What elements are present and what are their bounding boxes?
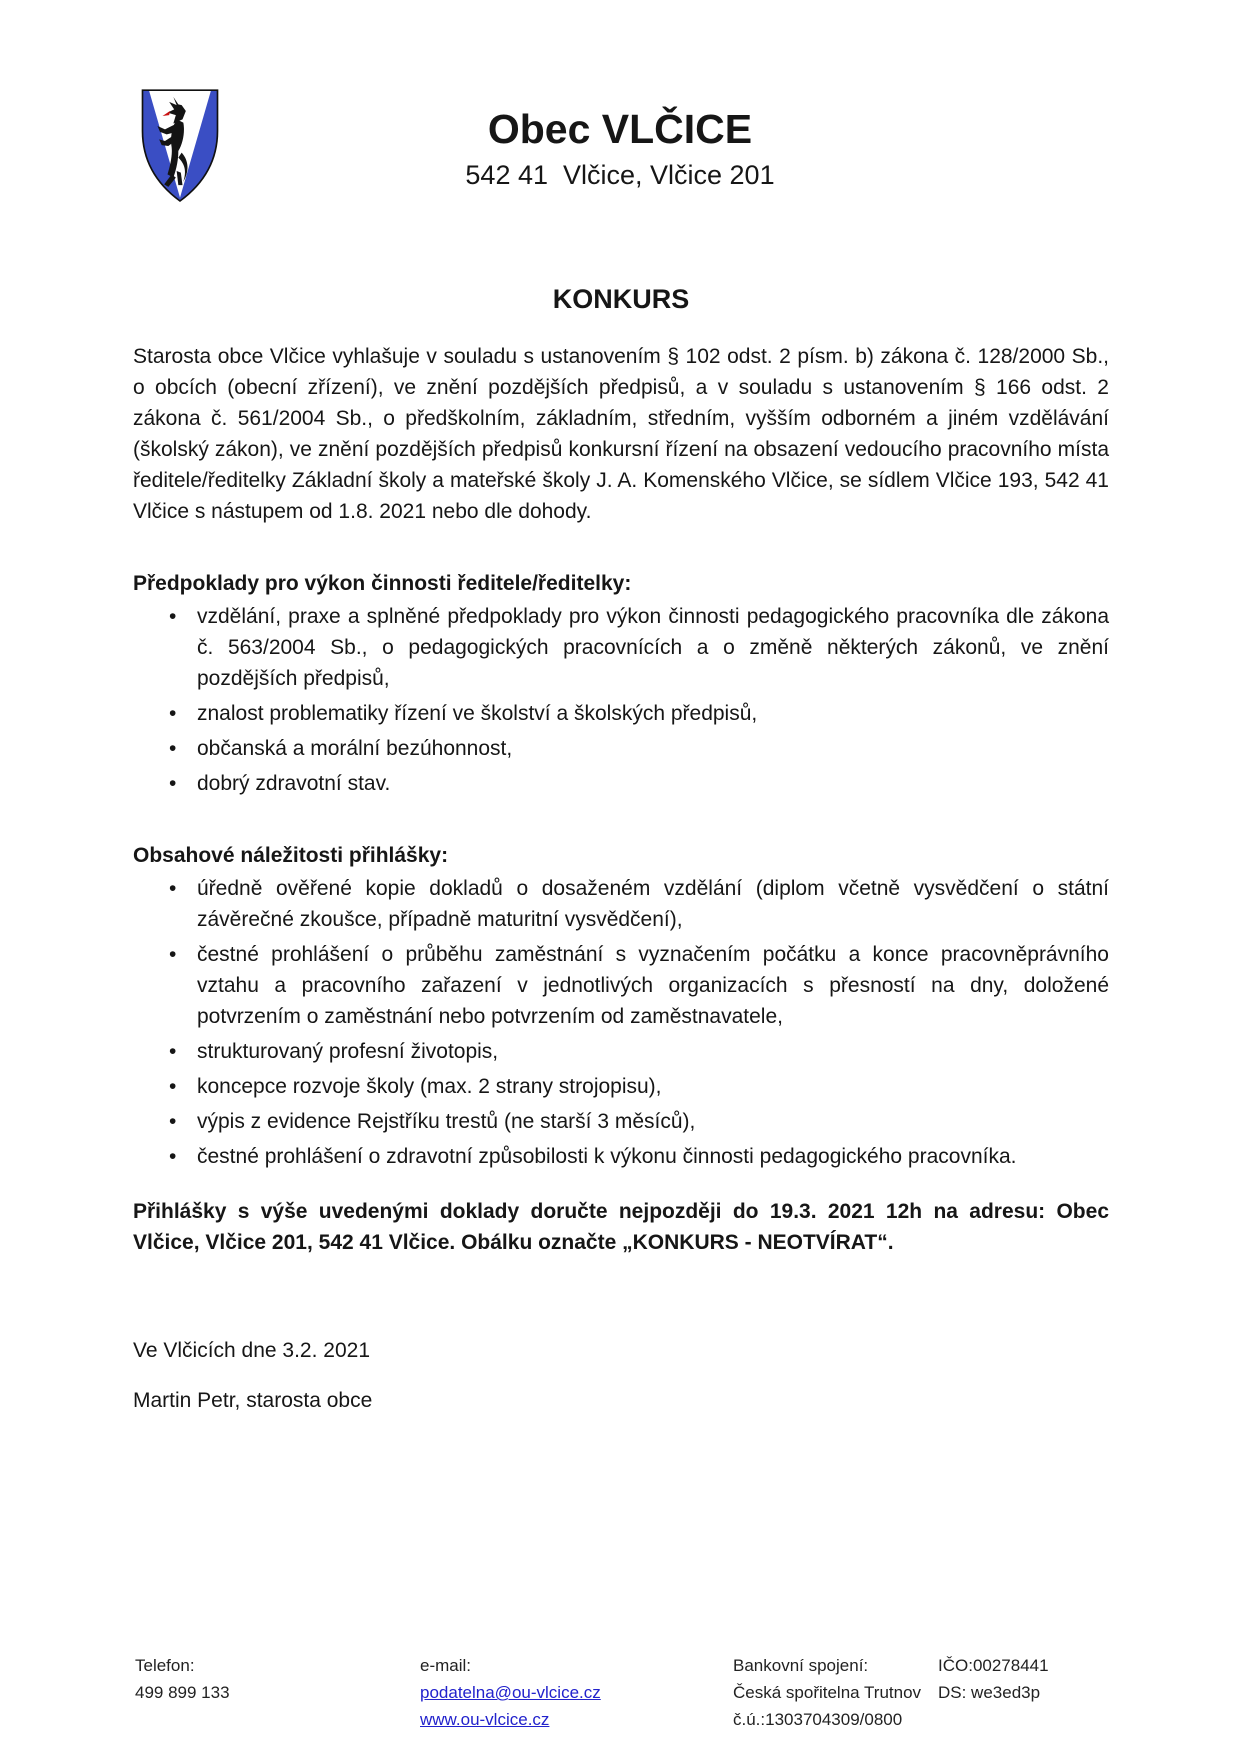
prerequisites-list xyxy=(133,601,1109,799)
bank-account: č.ú.:1303704309/0800 xyxy=(733,1710,903,1729)
list-item xyxy=(133,601,1109,694)
website-link[interactable]: www.ou-vlcice.cz xyxy=(420,1710,550,1729)
data-box-id: DS: we3ed3p xyxy=(938,1683,1041,1702)
org-address: 542 41 Vlčice, Vlčice 201 xyxy=(465,160,775,190)
deadline-notice: Přihlášky s výše uvedenými doklady doručte nejpozději do 19.3. 2021 12h na adresu: Obec Vlčice, Vlčice 201, 542 41 Vlčice. Obálku označte „KONKURS - NEOTVÍRAT“. xyxy=(133,1200,1109,1254)
footer-bank-block xyxy=(733,1652,921,1733)
list-item-text: dobrý zdravotní stav. xyxy=(197,772,391,795)
document-title: KONKURS xyxy=(552,284,690,314)
org-name: Obec VLČICE xyxy=(487,106,753,152)
signature-line: Martin Petr, starosta obce xyxy=(133,1389,373,1412)
list-item-text: strukturovaný profesní životopis, xyxy=(197,1040,499,1063)
list-item-text: čestné prohlášení o zdravotní způsobilosti k výkonu činnosti pedagogického pracovníka. xyxy=(197,1145,1017,1168)
list-item xyxy=(133,698,1109,729)
footer-phone-block xyxy=(135,1652,230,1706)
list-item xyxy=(133,939,1109,1032)
section-heading-application-contents: Obsahové náležitosti přihlášky: xyxy=(133,844,449,867)
bank-name: Česká spořitelna Trutnov xyxy=(733,1683,922,1702)
document-body xyxy=(133,283,1109,1416)
list-item-text: občanská a morální bezúhonnost, xyxy=(197,737,513,760)
list-item-text: čestné prohlášení o průběhu zaměstnání s vyznačením počátku a konce pracovněprávního vztahu a pracovního zařazení v jednotlivých organizacích s přesností na dny, doložené potvrzením o zaměstnání nebo potvrzením od zaměstnavatele, xyxy=(197,943,1109,1028)
email-label: e-mail: xyxy=(420,1656,472,1675)
list-item xyxy=(133,1141,1109,1172)
list-item xyxy=(133,1036,1109,1067)
bank-label: Bankovní spojení: xyxy=(733,1656,869,1675)
masthead xyxy=(0,106,1240,191)
list-item-text: úředně ověřené kopie dokladů o dosaženém vzdělání (diplom včetně vysvědčení o státní závěrečné zkoušce, případně maturitní vysvědčení), xyxy=(197,877,1109,931)
footer-email-block xyxy=(420,1652,601,1733)
list-item xyxy=(133,768,1109,799)
list-item xyxy=(133,873,1109,935)
intro-paragraph: Starosta obce Vlčice vyhlašuje v souladu s ustanovením § 102 odst. 2 písm. b) zákona č. 128/2000 Sb., o obcích (obecní zřízení), ve znění pozdějších předpisů, a v souladu s ustanovením § 166 odst. 2 zákona č. 561/2004 Sb., o předškolním, základním, středním, vyšším odborném a jiném vzdělávání (školský zákon), ve znění pozdějších předpisů konkursní řízení na obsazení vedoucího pracovního místa ředitele/ředitelky Základní školy a mateřské školy J. A. Komenského Vlčice, se sídlem Vlčice 193, 542 41 Vlčice s nástupem od 1.8. 2021 nebo dle dohody. xyxy=(133,345,1109,523)
list-item xyxy=(133,1106,1109,1137)
list-item-text: výpis z evidence Rejstříku trestů (ne starší 3 měsíců), xyxy=(197,1110,696,1133)
list-item xyxy=(133,1071,1109,1102)
phone-number: 499 899 133 xyxy=(135,1683,230,1702)
list-item xyxy=(133,733,1109,764)
phone-label: Telefon: xyxy=(135,1656,195,1675)
ico-number: IČO:00278441 xyxy=(938,1656,1049,1675)
email-link[interactable]: podatelna@ou-vlcice.cz xyxy=(420,1683,601,1702)
place-and-date: Ve Vlčicích dne 3.2. 2021 xyxy=(133,1339,370,1362)
application-contents-list xyxy=(133,873,1109,1172)
list-item-text: vzdělání, praxe a splněné předpoklady pro výkon činnosti pedagogického pracovníka dle zákona č. 563/2004 Sb., o pedagogických pracovnících a o změně některých zákonů, ve znění pozdějších předpisů, xyxy=(197,605,1109,690)
list-item-text: znalost problematiky řízení ve školství a školských předpisů, xyxy=(197,702,758,725)
list-item-text: koncepce rozvoje školy (max. 2 strany strojopisu), xyxy=(197,1075,662,1098)
section-heading-prerequisites: Předpoklady pro výkon činnosti ředitele/ředitelky: xyxy=(133,572,632,595)
footer-ids-block xyxy=(938,1652,1049,1706)
